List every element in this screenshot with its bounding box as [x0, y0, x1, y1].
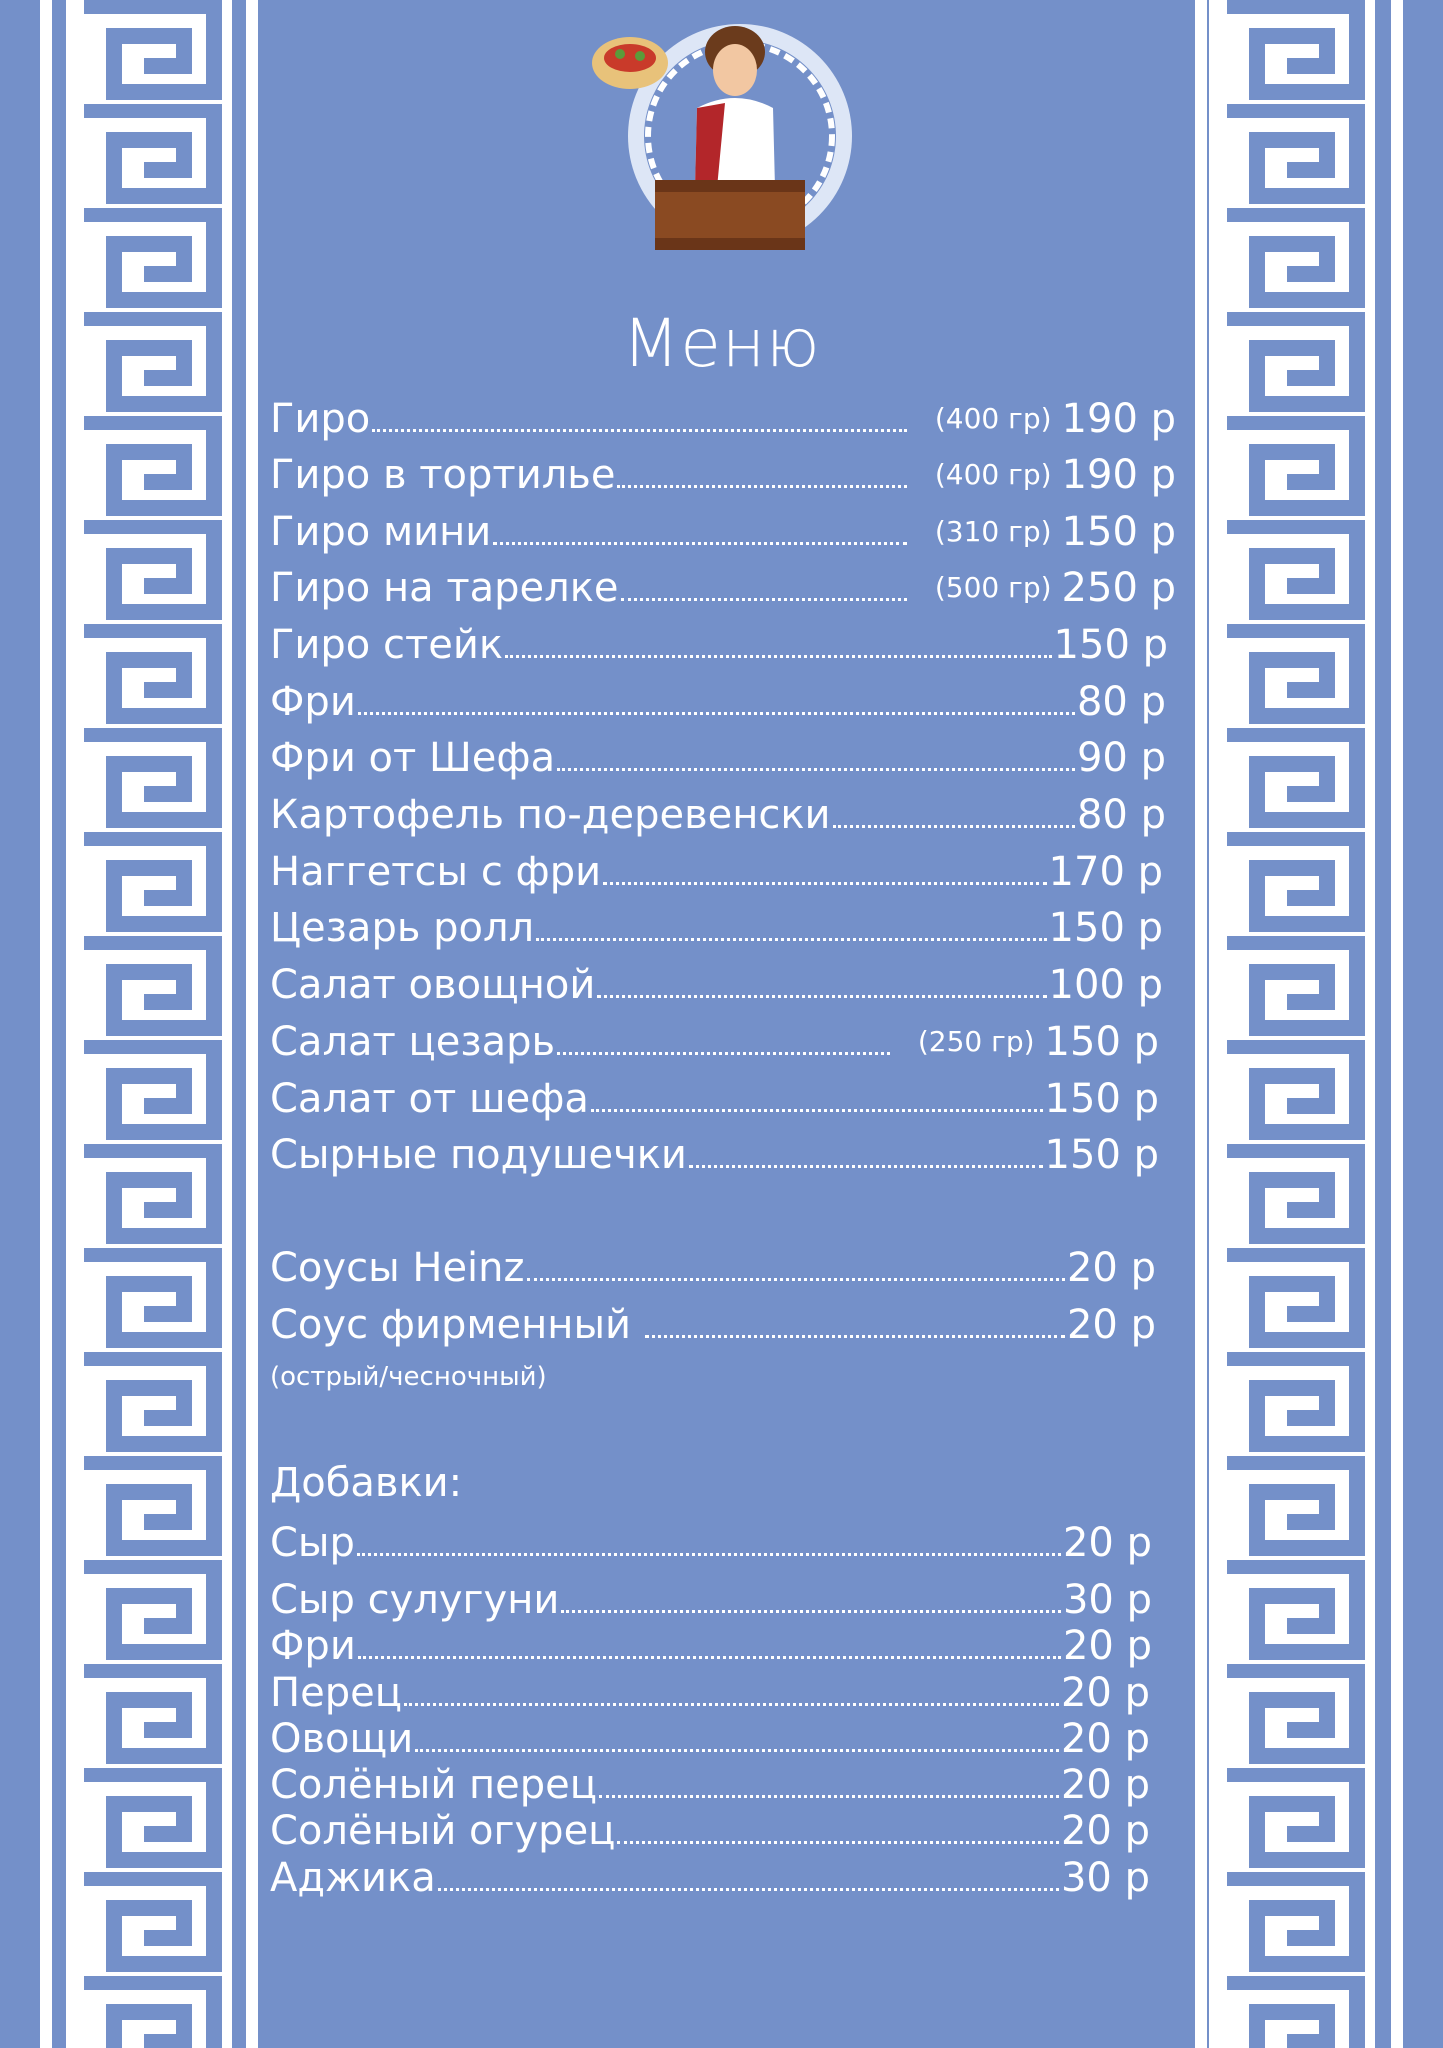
leader-dots	[617, 1841, 1059, 1844]
menu-item-price: 190 р	[1061, 452, 1176, 498]
menu-item-name: Салат от шефа	[270, 1076, 589, 1122]
leader-dots	[591, 1109, 1043, 1112]
menu-item-price: 190 р	[1061, 396, 1176, 442]
addon-item-name: Сыр сулугуни	[270, 1577, 560, 1623]
addon-item-price: 20 р	[1060, 1716, 1150, 1762]
sauce-item-name: Соус фирменный	[270, 1302, 632, 1348]
menu-item	[270, 903, 1163, 953]
menu-item-name: Сырные подушечки	[270, 1132, 687, 1178]
addon-item-name: Овощи	[270, 1716, 414, 1762]
addon-item	[270, 1714, 1150, 1764]
sauce-note: (острый/чесночный)	[270, 1362, 547, 1392]
leader-dots	[358, 712, 1075, 715]
sauce-item	[270, 1300, 1156, 1350]
leader-dots	[536, 938, 1046, 941]
leader-dots	[597, 995, 1046, 998]
leader-dots	[557, 1052, 890, 1055]
leader-dots	[493, 542, 907, 545]
leader-dots	[557, 768, 1075, 771]
menu-item-weight: (400 гр)	[934, 402, 1052, 435]
addon-item-price: 30 р	[1062, 1577, 1152, 1623]
leader-dots	[621, 598, 907, 601]
leader-dots	[689, 1165, 1043, 1168]
menu-item-name: Гиро на тарелке	[270, 565, 619, 611]
menu-item-name: Фри от Шефа	[270, 735, 556, 781]
addon-item	[270, 1575, 1152, 1625]
menu-item-price: 150 р	[1061, 509, 1176, 555]
menu-item-price: 250 р	[1061, 565, 1176, 611]
addon-item-name: Солёный огурец	[270, 1808, 616, 1854]
addon-item-price: 20 р	[1060, 1670, 1150, 1716]
menu-item-price: 100 р	[1048, 962, 1163, 1008]
menu-item-name: Наггетсы с фри	[270, 849, 602, 895]
menu-item-name: Гиро в тортилье	[270, 452, 616, 498]
greek-man-holding-gyro-logo-icon	[585, 18, 855, 278]
page-title: Меню	[622, 305, 821, 382]
menu-item-price: 170 р	[1048, 849, 1163, 895]
addon-item-name: Фри	[270, 1623, 356, 1669]
menu-item-name: Гиро	[270, 396, 371, 442]
addon-item-price: 20 р	[1062, 1520, 1152, 1566]
addon-item	[270, 1668, 1150, 1718]
addon-item	[270, 1853, 1150, 1903]
menu-item-price: 150 р	[1048, 905, 1163, 951]
addon-item-price: 20 р	[1062, 1623, 1152, 1669]
menu-item	[270, 507, 1176, 557]
addon-item-name: Солёный перец	[270, 1762, 598, 1808]
leader-dots	[404, 1703, 1059, 1706]
addon-item	[270, 1760, 1150, 1810]
menu-item-price: 80 р	[1076, 679, 1166, 725]
leader-dots	[357, 1553, 1061, 1556]
addons-heading: Добавки:	[270, 1460, 463, 1506]
addon-item-price: 20 р	[1060, 1808, 1150, 1854]
menu-item	[270, 620, 1168, 670]
menu-item-name: Гиро мини	[270, 509, 492, 555]
menu-item-name: Картофель по-деревенски	[270, 792, 831, 838]
addon-item-name: Перец	[270, 1670, 402, 1716]
leader-dots	[833, 825, 1075, 828]
menu-item-name: Цезарь ролл	[270, 905, 535, 951]
sauce-item	[270, 1243, 1156, 1293]
menu-item-weight: (500 гр)	[934, 571, 1052, 604]
menu-item	[270, 563, 1176, 613]
sauce-item-price: 20 р	[1066, 1302, 1156, 1348]
leader-dots	[561, 1610, 1061, 1613]
menu-item-weight: (400 гр)	[934, 458, 1052, 491]
addon-item	[270, 1518, 1152, 1568]
menu-item	[270, 733, 1166, 783]
vangyros-logo	[585, 18, 855, 278]
menu-item-name: Салат цезарь	[270, 1019, 556, 1065]
leader-dots	[415, 1749, 1059, 1752]
menu-item-name: Гиро стейк	[270, 622, 504, 668]
sauce-item-name: Соусы Heinz	[270, 1245, 525, 1291]
menu-item-price: 80 р	[1076, 792, 1166, 838]
leader-dots	[438, 1888, 1059, 1891]
addon-item-price: 20 р	[1060, 1762, 1150, 1808]
leader-dots	[527, 1278, 1065, 1281]
menu-item	[270, 1017, 1159, 1067]
leader-dots	[617, 485, 906, 488]
addon-item	[270, 1806, 1150, 1856]
menu-item-weight: (250 гр)	[917, 1025, 1035, 1058]
menu-item-price: 150 р	[1044, 1132, 1159, 1178]
menu-item-price: 150 р	[1044, 1019, 1159, 1065]
menu-item-price: 150 р	[1053, 622, 1168, 668]
addon-item-name: Сыр	[270, 1520, 355, 1566]
leader-dots	[645, 1335, 1065, 1338]
leader-dots	[505, 655, 1052, 658]
leader-dots	[599, 1795, 1059, 1798]
addon-item-price: 30 р	[1060, 1855, 1150, 1901]
menu-item-price: 90 р	[1076, 735, 1166, 781]
leader-dots	[603, 882, 1046, 885]
leader-dots	[358, 1656, 1061, 1659]
menu-item	[270, 1074, 1159, 1124]
sauce-item-price: 20 р	[1066, 1245, 1156, 1291]
leader-dots	[372, 429, 907, 432]
menu-item	[270, 790, 1166, 840]
addon-item-name: Аджика	[270, 1855, 436, 1901]
menu-item	[270, 960, 1163, 1010]
menu-item-weight: (310 гр)	[934, 515, 1052, 548]
menu-item	[270, 847, 1163, 897]
menu-item-price: 150 р	[1044, 1076, 1159, 1122]
menu-item	[270, 450, 1176, 500]
menu-item	[270, 1130, 1159, 1180]
menu-item	[270, 677, 1166, 727]
menu-item	[270, 394, 1176, 444]
menu-item-name: Фри	[270, 679, 356, 725]
addon-item	[270, 1621, 1152, 1671]
menu-item-name: Салат овощной	[270, 962, 596, 1008]
